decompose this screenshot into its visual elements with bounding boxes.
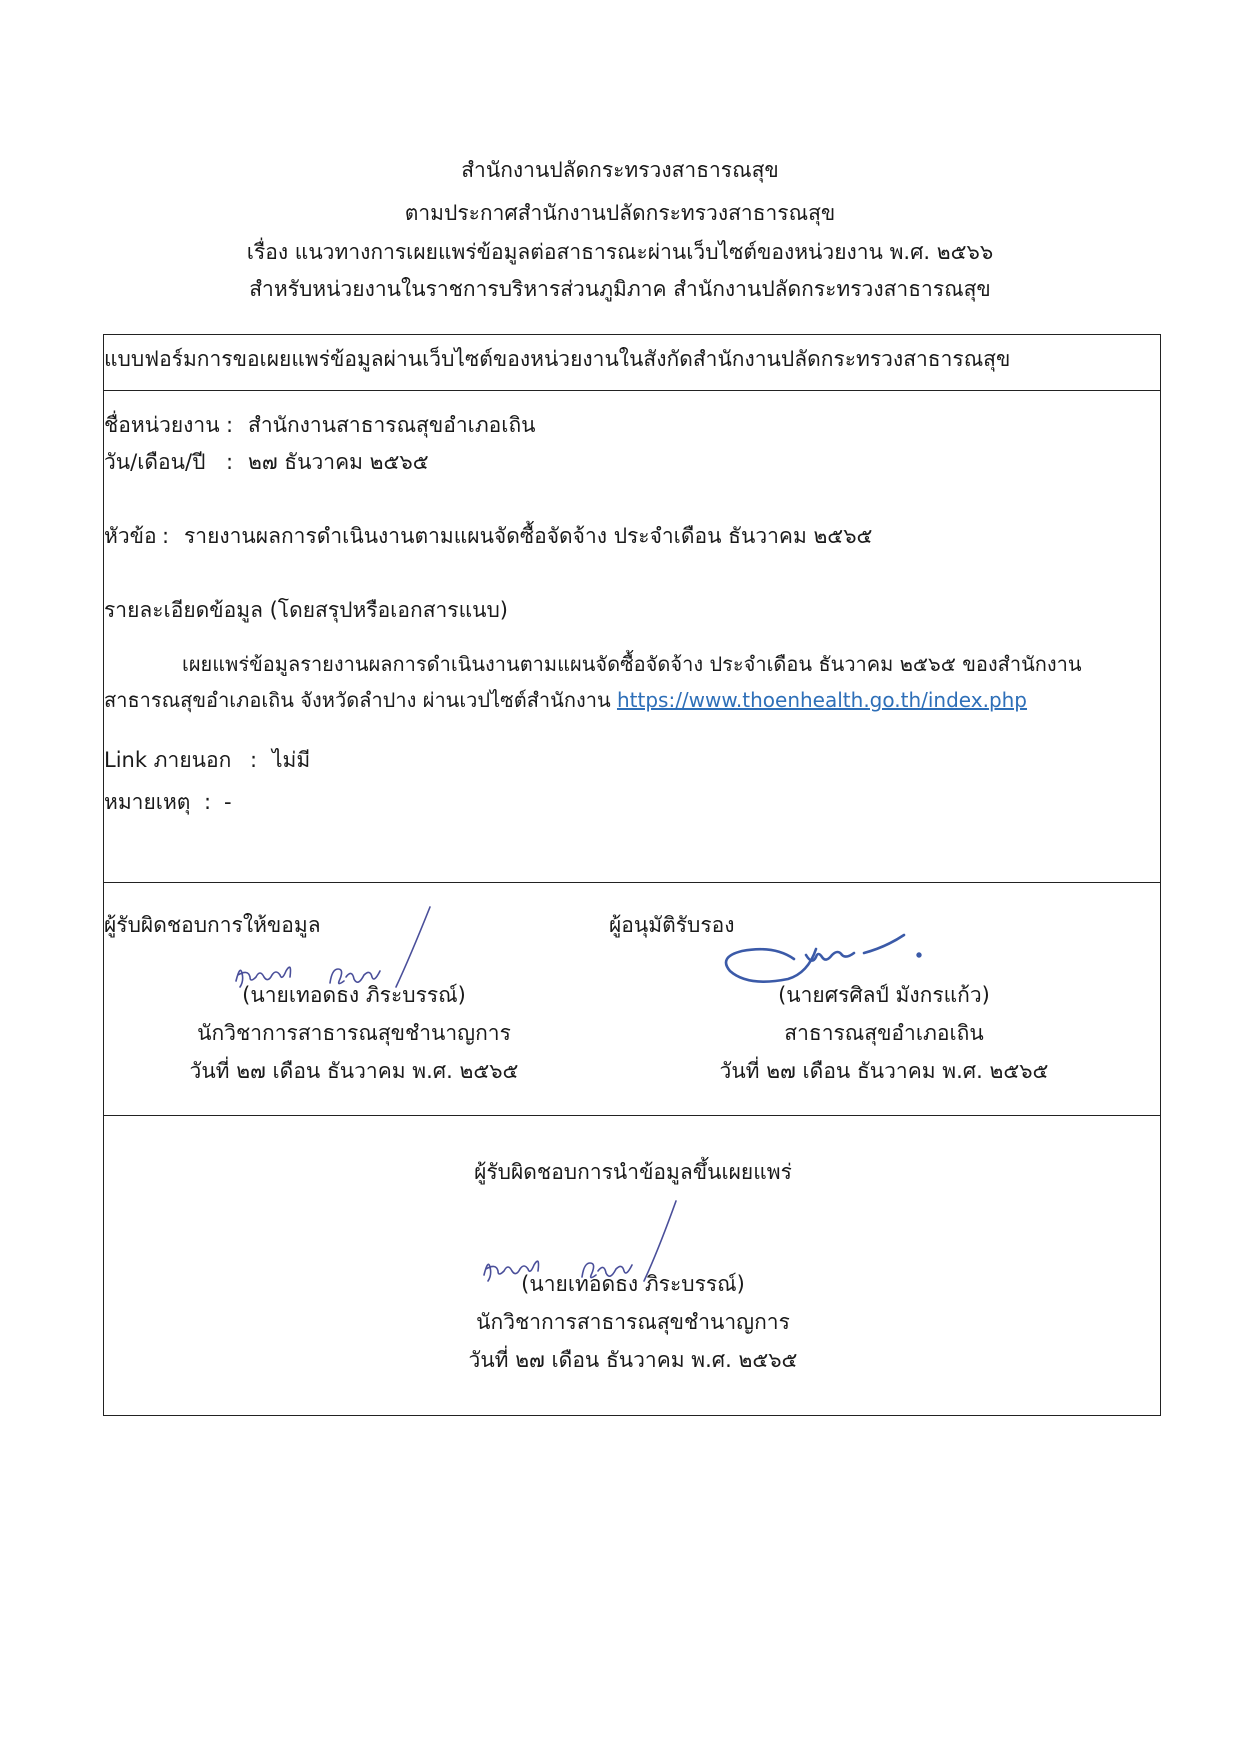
- detail-line-2-text: สาธารณสุขอำเภอเถิน จังหวัดลำปาง ผ่านเวปไซต์สำนักงาน: [104, 688, 611, 712]
- approver-position: สาธารณสุขอำเภอเถิน: [784, 1021, 984, 1045]
- note-value: -: [224, 790, 232, 814]
- approver-date: วันที่ ๒๗ เดือน ธันวาคม พ.ศ. ๒๕๖๕: [719, 1059, 1049, 1083]
- external-link-label: Link ภายนอก: [104, 748, 232, 772]
- approver-role: ผู้อนุมัติรับรอง: [609, 913, 735, 937]
- publisher-name: (นายเทอดธง ภิระบรรณ์): [521, 1272, 745, 1296]
- detail-label: รายละเอียดข้อมูล (โดยสรุปหรือเอกสารแนบ): [104, 598, 508, 622]
- note-colon: :: [204, 790, 212, 814]
- unit-value: สำนักงานสาธารณสุขอำเภอเถิน: [248, 413, 536, 437]
- external-link-colon: :: [250, 748, 258, 772]
- publisher-role: ผู้รับผิดชอบการนำข้อมูลขึ้นเผยแพร่: [474, 1160, 792, 1184]
- header-line-3: เรื่อง แนวทางการเผยแพร่ข้อมูลต่อสาธารณะผ่านเว็บไซต์ของหน่วยงาน พ.ศ. ๒๕๖๖: [246, 240, 994, 264]
- date-label: วัน/เดือน/ปี: [104, 450, 206, 474]
- header-line-4: สำหรับหน่วยงานในราชการบริหารส่วนภูมิภาค สำนักงานปลัดกระทรวงสาธารณสุข: [249, 277, 991, 301]
- header-line-1: สำนักงานปลัดกระทรวงสาธารณสุข: [461, 158, 779, 182]
- publisher-date: วันที่ ๒๗ เดือน ธันวาคม พ.ศ. ๒๕๖๕: [468, 1348, 798, 1372]
- provider-name: (นายเทอดธง ภิระบรรณ์): [242, 983, 466, 1007]
- detail-line-1: เผยแพร่ข้อมูลรายงานผลการดำเนินงานตามแผนจัดซื้อจัดจ้าง ประจำเดือน ธันวาคม ๒๕๖๕ ของสำนักงาน: [182, 652, 1082, 676]
- approver-name: (นายศรศิลป์ มังกรแก้ว): [778, 983, 990, 1007]
- divider-publisher: [104, 1115, 1160, 1116]
- topic-colon: :: [162, 524, 170, 548]
- detail-website-link[interactable]: https://www.thoenhealth.go.th/index.php: [616, 688, 1028, 712]
- form-title: แบบฟอร์มการขอเผยแพร่ข้อมูลผ่านเว็บไซต์ของหน่วยงานในสังกัดสำนักงานปลัดกระทรวงสาธารณสุข: [104, 347, 1011, 371]
- topic-label: หัวข้อ: [104, 524, 157, 548]
- note-label: หมายเหตุ: [104, 790, 191, 814]
- unit-colon: :: [226, 413, 234, 437]
- detail-line-2: [104, 685, 1027, 715]
- external-link-value: ไม่มี: [272, 748, 311, 772]
- header-line-2: ตามประกาศสำนักงานปลัดกระทรวงสาธารณสุข: [404, 201, 836, 225]
- topic-value: รายงานผลการดำเนินงานตามแผนจัดซื้อจัดจ้าง ประจำเดือน ธันวาคม ๒๕๖๕: [184, 524, 873, 548]
- request-form: [103, 334, 1161, 1416]
- provider-position: นักวิชาการสาธารณสุขชำนาญการ: [197, 1021, 511, 1045]
- publisher-position: นักวิชาการสาธารณสุขชำนาญการ: [476, 1310, 790, 1334]
- provider-date: วันที่ ๒๗ เดือน ธันวาคม พ.ศ. ๒๕๖๕: [189, 1059, 519, 1083]
- date-colon: :: [226, 450, 234, 474]
- provider-role: ผู้รับผิดชอบการให้ขอมูล: [104, 913, 321, 937]
- divider-signatures: [104, 882, 1160, 883]
- date-value: ๒๗ ธันวาคม ๒๕๖๕: [248, 450, 429, 474]
- unit-label: ชื่อหน่วยงาน: [104, 413, 220, 437]
- divider-title: [104, 390, 1160, 391]
